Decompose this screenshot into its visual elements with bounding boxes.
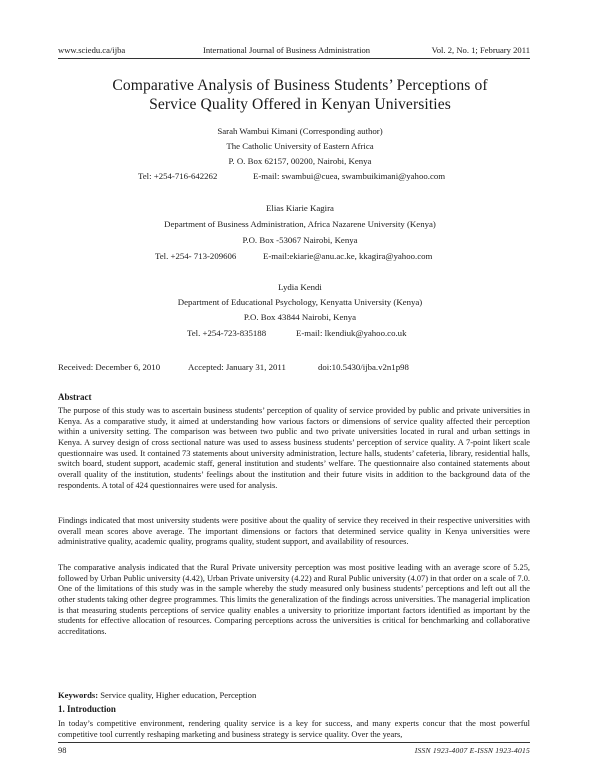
keywords [58, 690, 530, 700]
author-2-name: Elias Kiarie Kagira [266, 203, 334, 213]
keywords-label: Keywords: [58, 690, 99, 700]
abstract-heading: Abstract [58, 392, 92, 402]
paper-title-line-2: Service Quality Offered in Kenyan Universities [149, 96, 451, 113]
accepted-date: Accepted: January 31, 2011 [188, 362, 286, 372]
author-1-name: Sarah Wambui Kimani (Corresponding author) [217, 126, 383, 136]
author-3-affiliation: Department of Educational Psychology, Kenyatta University (Kenya) [177, 297, 423, 307]
author-1-tel: Tel: +254-716-642262 [138, 171, 218, 181]
author-3-tel: Tel. +254-723-835188 [187, 328, 267, 338]
received-date: Received: December 6, 2010 [58, 362, 161, 372]
author-2-address: P.O. Box -53067 Nairobi, Kenya [242, 235, 358, 245]
abstract-paragraph-2: Findings indicated that most university students were positive about the quality of service they received in their respective universities with overall mean scores above average. The important dimensions or factors that determined service quality in Kenya universities were administrative quality, academic quality, programs quality, student support, and availability of resources. [58, 516, 530, 547]
running-header [58, 45, 530, 57]
author-2-tel: Tel. +254- 713-209606 [155, 251, 237, 261]
author-3-email[interactable]: E-mail: lkendiuk@yahoo.co.uk [296, 328, 407, 338]
journal-url[interactable]: www.sciedu.ca/ijba [58, 45, 126, 55]
introduction-paragraph: In today’s competitive environment, rendering quality service is a key for success, and many experts concur that the most powerful competitive tool currently reshaping marketing and business strategy is service quality. Over the years, [58, 719, 530, 739]
abstract-paragraph-1: The purpose of this study was to ascertain business students’ perception of quality of service provided by public and private universities in Kenya. As a comparative study, it aimed at understanding how various factors or dimensions of service quality affected their perception within a university setting. The comparison was between two public and two private universities located in rural and urban settings in Kenya. A survey design of cross sectional nature was used to assess business students’ perception of service quality. A 7-point likert scale questionnaire was used. It contained 73 statements about university administration, lecture halls, students’ cafeteria, library, residential halls, switch board, student support, academic staff, general institution and students’ welfare. The questionnaire also contained statements about overall quality of the institution, students’ feelings about the institution and their future visits in addition to the background data of the respondents. A total of 424 questionnaires were used for analysis. [58, 406, 530, 490]
author-1-affiliation: The Catholic University of Eastern Africa [226, 141, 374, 151]
author-2-affiliation: Department of Business Administration, Africa Nazarene University (Kenya) [164, 219, 436, 229]
author-1-email[interactable]: E-mail: swambui@cuea, swambuikimani@yahoo.com [253, 171, 446, 181]
journal-name: International Journal of Business Administration [203, 45, 371, 55]
author-3-name: Lydia Kendi [278, 282, 322, 292]
issn: ISSN 1923-4007 E-ISSN 1923-4015 [414, 746, 530, 755]
keywords-list: Service quality, Higher education, Perception [98, 690, 257, 700]
author-1-address: P. O. Box 62157, 00200, Nairobi, Kenya [228, 156, 372, 166]
author-2-email[interactable]: E-mail:ekiarie@anu.ac.ke, kkagira@yahoo.com [263, 251, 433, 261]
footer-divider [58, 742, 530, 743]
author-3-address: P.O. Box 43844 Nairobi, Kenya [243, 312, 357, 322]
page-number: 98 [58, 746, 67, 755]
introduction-heading: 1. Introduction [58, 704, 116, 714]
paper-title-line-1: Comparative Analysis of Business Students’ Perceptions of [112, 77, 488, 94]
volume-issue: Vol. 2, No. 1; February 2011 [431, 45, 530, 55]
abstract-paragraph-3: The comparative analysis indicated that the Rural Private university perception was most positive leading with an average score of 5.25, followed by Urban Public university (4.42), Urban Private university (4.22) and Rural Public university (4.07) in that order on a scale of 7.0. One of the limitations of this study was in the sample whereby the study measured only business students’ perceptions and left out all the other students taking other degree programmes. This limits the generalization of the findings across universities. The managerial implication is that measuring students perceptions of service quality enables a university to prioritize important factors identified as important by the students for effective allocation of resources. Comparing perceptions across the universities is critical for benchmarking and collaborative accreditations. [58, 563, 530, 636]
doi[interactable]: doi:10.5430/ijba.v2n1p98 [318, 362, 409, 372]
header-divider [58, 58, 530, 59]
